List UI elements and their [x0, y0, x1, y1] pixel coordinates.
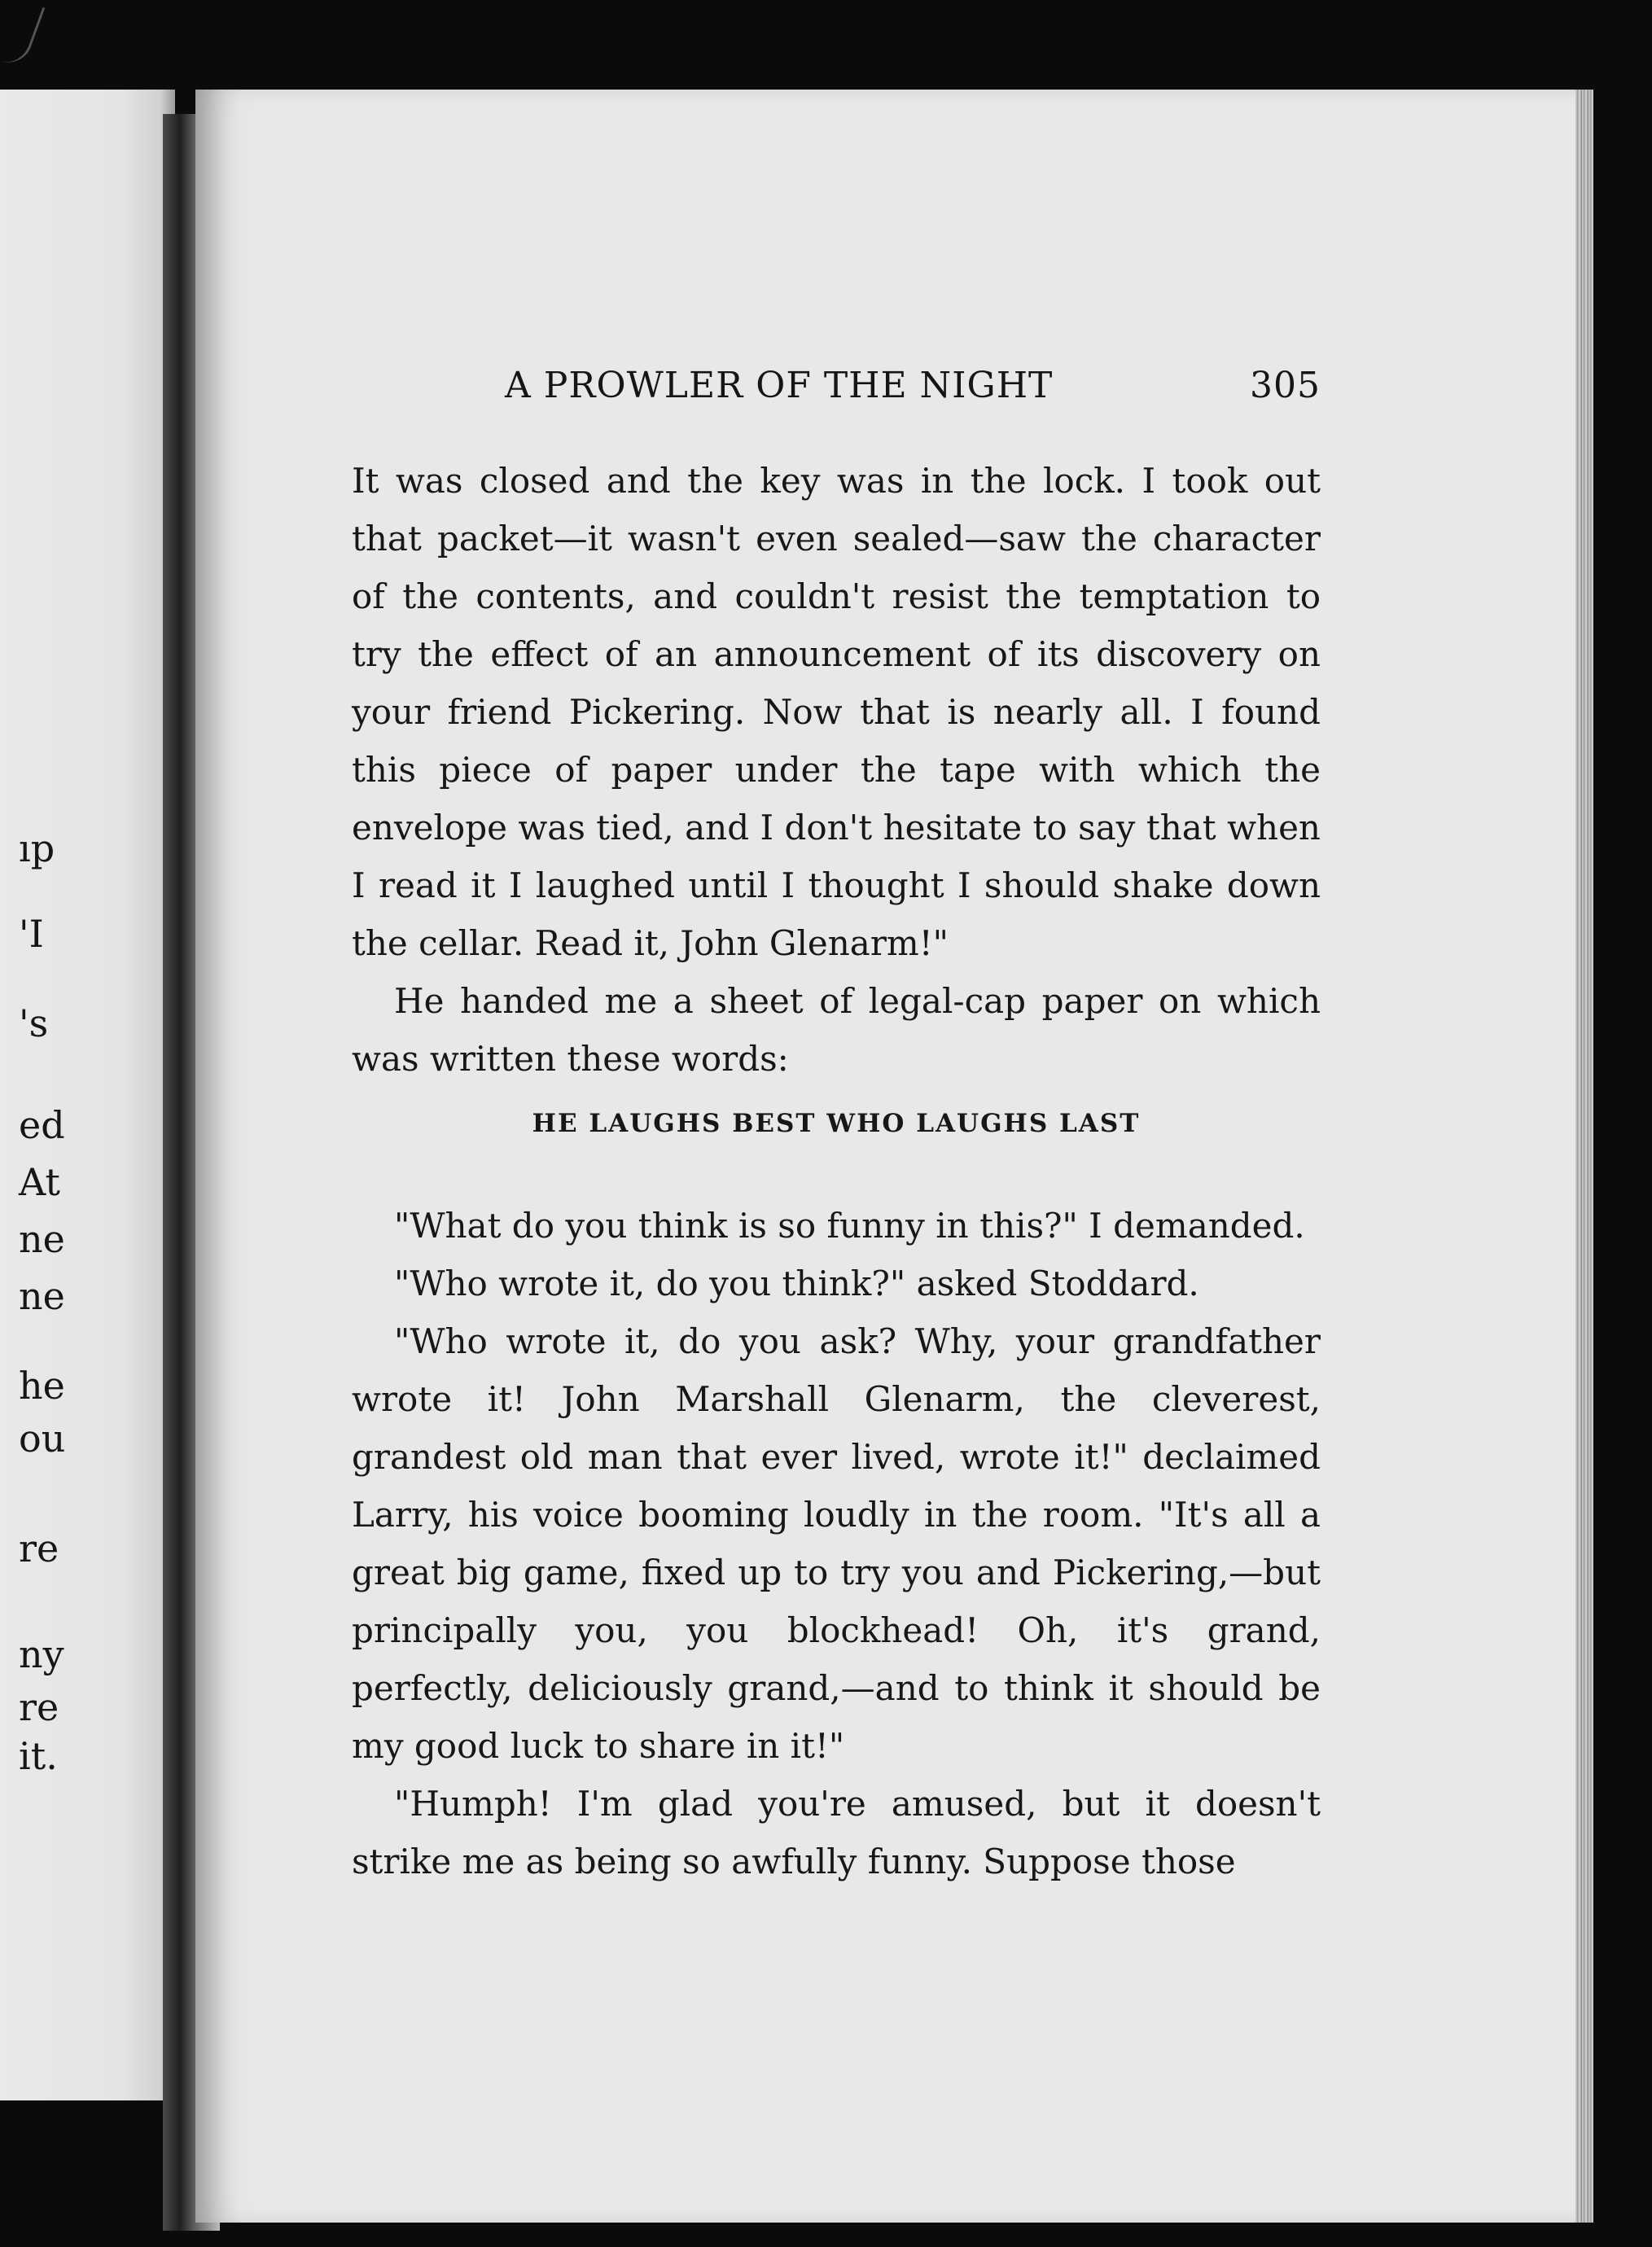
left-fragment: re: [19, 1526, 59, 1570]
paragraph: He handed me a sheet of legal-cap paper on which was written these words:: [352, 981, 1321, 1079]
left-fragment: ıp: [19, 826, 55, 870]
left-fragment: re: [19, 1685, 59, 1729]
left-page-text-fragments: [0, 90, 175, 2100]
subheading: HE LAUGHS BEST WHO LAUGHS LAST: [532, 1109, 1141, 1138]
left-fragment: At: [19, 1160, 60, 1204]
paragraph: "What do you think is so funny in this?" I demanded.: [394, 1206, 1305, 1246]
left-fragment: it.: [19, 1734, 58, 1778]
left-fragment: he: [19, 1364, 65, 1408]
left-fragment: ou: [19, 1417, 66, 1461]
page-edge: [1575, 90, 1593, 2223]
paragraph: "Humph! I'm glad you're amused, but it doesn't strike me as being so awfully funny. Suppose those: [352, 1784, 1321, 1881]
left-fragment: ny: [19, 1632, 64, 1676]
paragraph: "Who wrote it, do you ask? Why, your grandfather wrote it! John Marshall Glenarm, the cleverest, grandest old man that ever lived, wrote it!" declaimed Larry, his voice booming loudly in the room. "It's all a great big game, fixed up to try you and Pickering,—but principally you, you blockhead! Oh, it's grand, perfectly, deliciously grand,—and to think it should be my good luck to share in it!": [352, 1321, 1321, 1766]
left-fragment: 's: [19, 1001, 49, 1045]
paragraph: It was closed and the key was in the lock. I took out that packet—it wasn't even sealed—saw the character of the contents, and couldn't resist the temptation to try the effect of an announcement of its discovery on your friend Pickering. Now that is nearly all. I found this piece of paper under the tape with which the envelope was tied, and I don't hesitate to say that when I read it I laughed until I thought I should shake down the cellar. Read it, John Glenarm!": [352, 461, 1321, 963]
paragraph: "Who wrote it, do you think?" asked Stoddard.: [394, 1264, 1199, 1303]
left-fragment: ne: [19, 1217, 65, 1261]
left-fragment: 'I: [19, 912, 44, 956]
running-head: A PROWLER OF THE NIGHT: [505, 365, 1054, 406]
left-fragment: ed: [19, 1103, 65, 1147]
left-fragment: ne: [19, 1274, 65, 1318]
left-page: [0, 90, 175, 2100]
page-header: [505, 365, 1319, 422]
page-body: [352, 452, 1321, 1890]
scan-corner-mark: [0, 0, 45, 69]
page-number: 305: [1250, 365, 1321, 406]
